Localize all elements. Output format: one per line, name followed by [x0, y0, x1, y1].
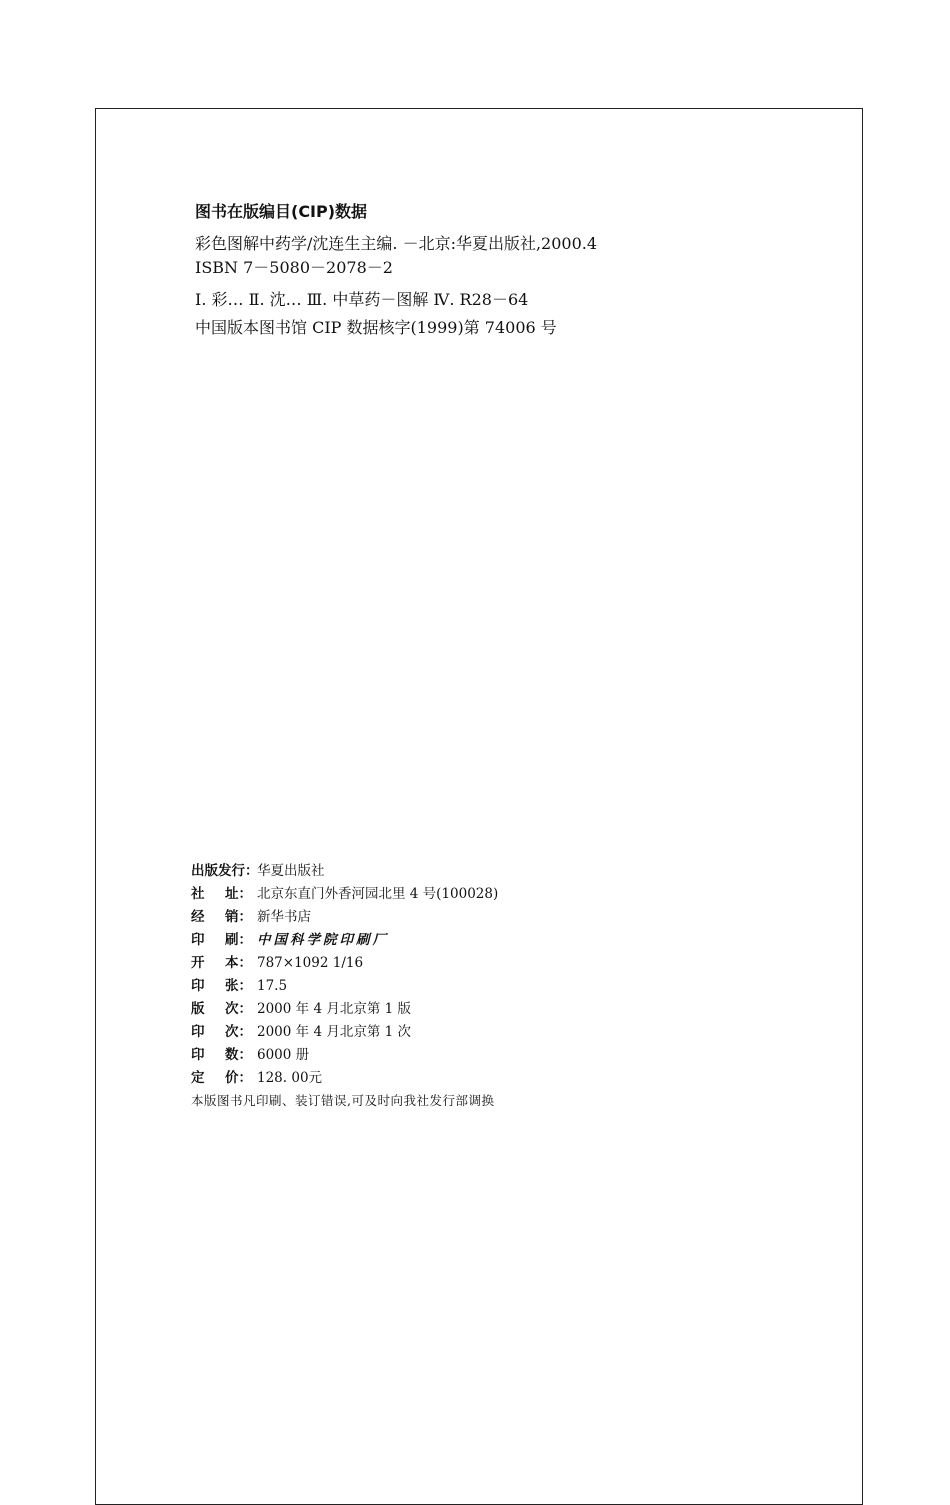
price-value: 128. 00元 [257, 1070, 323, 1086]
cip-bibliographic-line: 彩色图解中药学/沈连生主编. －北京:华夏出版社,2000.4 [195, 234, 598, 253]
errata-notice: 本版图书凡印刷、装订错误,可及时向我社发行部调换 [191, 1093, 495, 1108]
cip-title: 图书在版编目(CIP)数据 [195, 202, 368, 221]
sheets-value: 17.5 [257, 978, 288, 994]
publisher-row [191, 860, 811, 883]
price-key: 定 价： [191, 1070, 252, 1086]
address-key: 社 址： [191, 886, 252, 902]
sheets-key: 印 张： [191, 978, 252, 994]
cip-isbn-line: ISBN 7－5080－2078－2 [195, 258, 393, 277]
printer-key: 印 刷： [191, 932, 252, 948]
impression-row [191, 1021, 811, 1044]
print-run-row [191, 1044, 811, 1067]
edition-key: 版 次： [191, 1001, 252, 1017]
address-value: 北京东直门外香河园北里 4 号(100028) [257, 886, 499, 902]
print-run-value: 6000 册 [257, 1047, 310, 1063]
distributor-row [191, 906, 811, 929]
printer-row [191, 929, 811, 952]
distributor-key: 经 销： [191, 909, 252, 925]
address-row [191, 883, 811, 906]
impression-value: 2000 年 4 月北京第 1 次 [257, 1024, 411, 1040]
price-row [191, 1067, 811, 1090]
format-value: 787×1092 1/16 [257, 955, 364, 971]
impression-key: 印 次： [191, 1024, 252, 1040]
sheets-row [191, 975, 811, 998]
cip-classification-line: Ⅰ. 彩… Ⅱ. 沈… Ⅲ. 中草药－图解 Ⅳ. R28－64 [195, 290, 529, 309]
printer-value: 中国科学院印刷厂 [257, 932, 389, 948]
format-row [191, 952, 811, 975]
print-run-key: 印 数： [191, 1047, 252, 1063]
cip-record-number-line: 中国版本图书馆 CIP 数据核字(1999)第 74006 号 [195, 318, 557, 337]
distributor-value: 新华书店 [257, 909, 311, 925]
publisher-value: 华夏出版社 [257, 863, 325, 879]
edition-value: 2000 年 4 月北京第 1 版 [257, 1001, 411, 1017]
cip-block [195, 200, 815, 340]
publisher-key: 出版发行： [191, 863, 259, 879]
publication-info-block [191, 860, 811, 1112]
format-key: 开 本： [191, 955, 252, 971]
edition-row [191, 998, 811, 1021]
